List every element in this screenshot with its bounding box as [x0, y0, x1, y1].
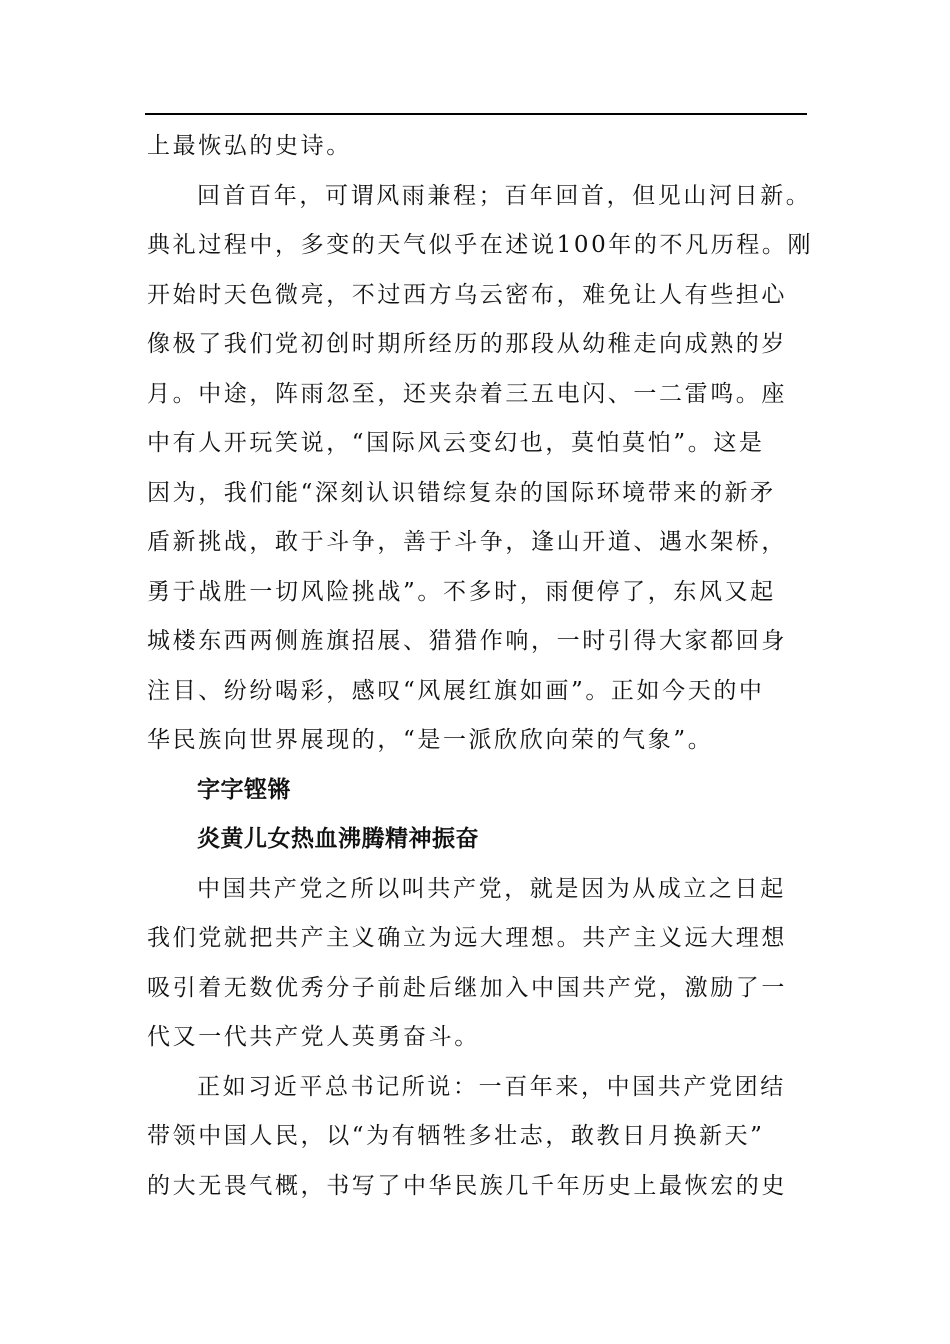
text-line: 上最恢弘的史诗。 [147, 133, 352, 159]
text-line: 开始时天色微亮，不过西方乌云密布，难免让人有些担心 [147, 282, 787, 308]
paragraph-first-line: 正如习近平总书记所说：一百年来，中国共产党团结 [197, 1074, 786, 1100]
paragraph-first-line: 回首百年，可谓风雨兼程；百年回首，但见山河日新。 [197, 183, 812, 209]
text-line: 因为，我们能“深刻认识错综复杂的国际环境带来的新矛 [147, 480, 776, 506]
header-rule [145, 113, 807, 115]
section-subheading: 字字铿锵 [197, 777, 291, 803]
text-line: 中有人开玩笑说，“国际风云变幻也，莫怕莫怕”。这是 [147, 430, 765, 456]
section-heading: 炎黄儿女热血沸腾精神振奋 [197, 826, 479, 852]
text-line: 勇于战胜一切风险挑战”。不多时，雨便停了，东风又起 [147, 579, 776, 605]
text-line: 注目、纷纷喝彩，感叹“风展红旗如画”。正如今天的中 [147, 678, 765, 704]
text-line: 城楼东西两侧旌旗招展、猎猎作响，一时引得大家都回身 [147, 628, 787, 654]
text-line: 华民族向世界展现的，“是一派欣欣向荣的气象”。 [147, 727, 714, 753]
text-line: 的大无畏气概，书写了中华民族几千年历史上最恢宏的史 [147, 1173, 787, 1199]
text-line: 盾新挑战，敢于斗争，善于斗争，逢山开道、遇水架桥， [147, 529, 787, 555]
paragraph-first-line: 中国共产党之所以叫共产党，就是因为从成立之日起 [197, 876, 786, 902]
text-line: 我们党就把共产主义确立为远大理想。共产主义远大理想 [147, 925, 787, 951]
text-line: 像极了我们党初创时期所经历的那段从幼稚走向成熟的岁 [147, 331, 787, 357]
text-line: 吸引着无数优秀分子前赴后继加入中国共产党，激励了一 [147, 975, 787, 1001]
text-line: 带领中国人民，以“为有牺牲多壮志，敢教日月换新天” [147, 1123, 765, 1149]
text-line: 代又一代共产党人英勇奋斗。 [147, 1024, 480, 1050]
text-line: 月。中途，阵雨忽至，还夹杂着三五电闪、一二雷鸣。座 [147, 381, 787, 407]
text-line: 典礼过程中，多变的天气似乎在述说100年的不凡历程。刚 [147, 232, 814, 258]
